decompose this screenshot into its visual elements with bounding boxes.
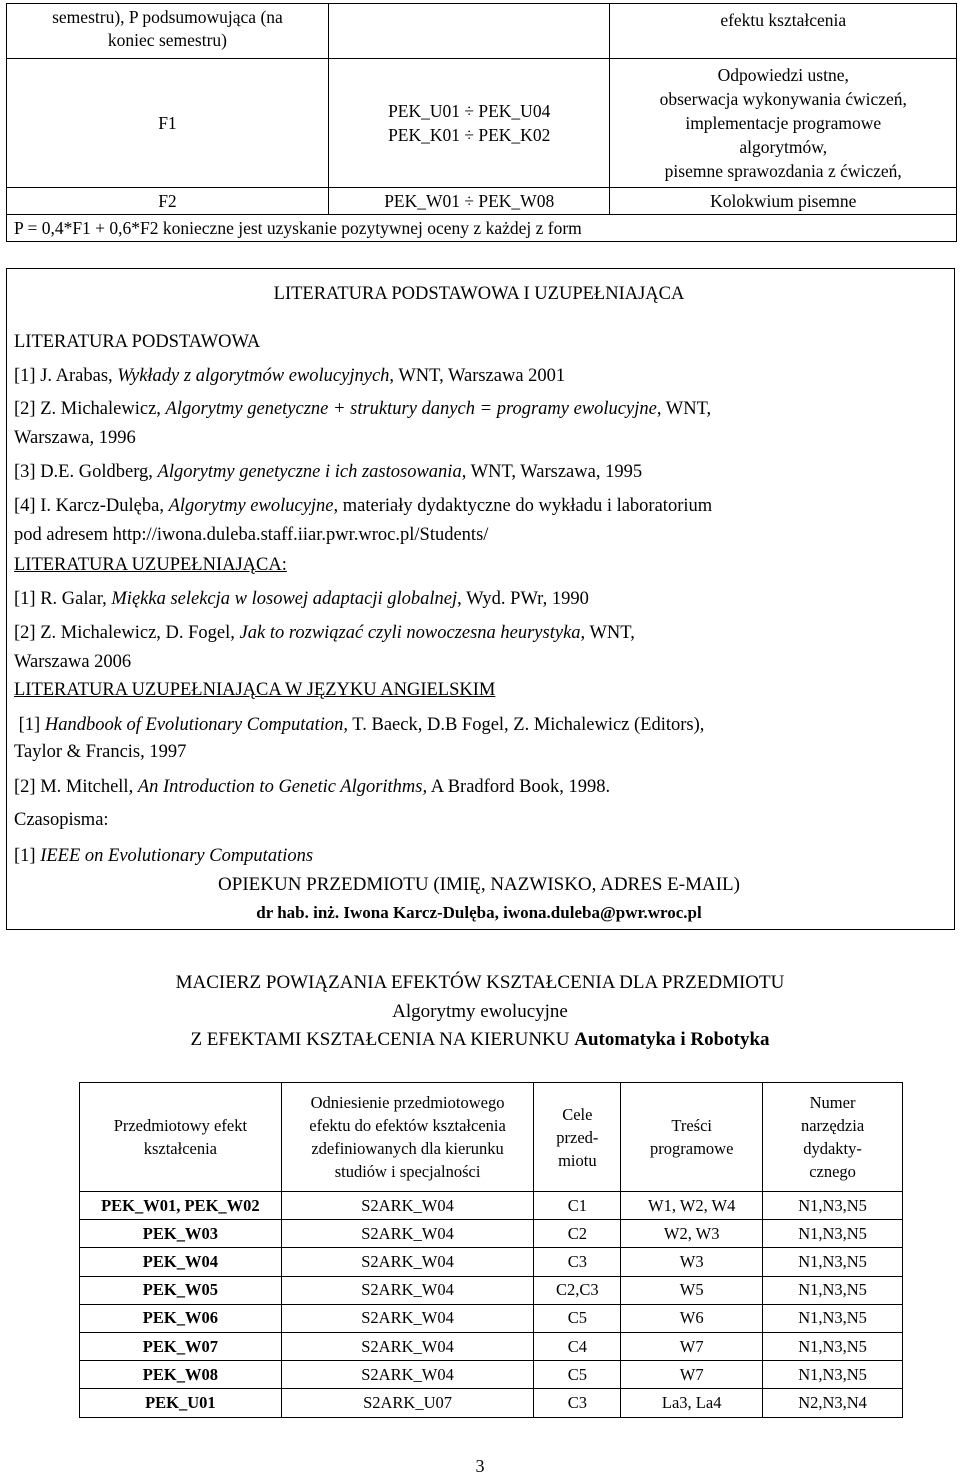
effect-cell: PEK_W01, PEK_W02 [80,1192,282,1220]
assessment-type-text: semestru), P podsumowująca (na koniec semestru) [52,7,283,50]
matrix-title-course: Algorytmy ewolucyjne [392,1001,568,1022]
header-line: zdefiniowanych dla kierunku [311,1139,504,1158]
grade-f1: F1 [7,59,329,188]
method-f2: Kolokwium pisemne [610,188,957,215]
content-cell: W2, W3 [621,1220,763,1248]
content-cell: La3, La4 [621,1389,763,1417]
ref-author: [2] Z. Michalewicz, [14,399,166,419]
goals-cell: C4 [534,1332,621,1360]
basic-literature-heading: LITERATURA PODSTAWOWA [14,332,261,352]
header-line: narzędzia [800,1116,865,1135]
ref-author: [1] R. Galar, [14,589,112,609]
method-f1-line-5: pisemne sprawozdania z ćwiczeń, [664,161,902,181]
content-cell: W1, W2, W4 [621,1192,763,1220]
eng-ref-2 [14,774,944,800]
header-line: Przedmiotowy efekt [113,1116,248,1135]
ref-publisher: , WNT, [656,399,712,419]
reference-cell: S2ARK_W04 [281,1304,534,1332]
eng-ref-1 [14,712,944,738]
ref-publisher: , WNT, [580,623,635,643]
header-course-goals [534,1083,621,1192]
effects-f1-line-1: PEK_U01 ÷ PEK_U04 [388,101,551,121]
content-cell: W7 [621,1361,763,1389]
supp-ref-1 [14,586,944,612]
table-row [80,1276,903,1304]
basic-ref-3 [14,459,944,485]
header-line: Numer [809,1093,856,1112]
ref-publisher: , Wyd. PWr, 1990 [457,589,589,609]
goals-cell: C3 [534,1248,621,1276]
matrix-title-prefix: Z EFEKTAMI KSZTAŁCENIA NA KIERUNKU [190,1029,575,1050]
ref-title: An Introduction to Genetic Algorithms, [137,777,428,797]
header-teaching-tool [763,1083,903,1192]
matrix-title-line-1: MACIERZ POWIĄZANIA EFEKTÓW KSZTAŁCENIA DLA PRZEDMIOTU [175,972,785,993]
table-row [80,1389,903,1417]
tool-cell: N2,N3,N4 [763,1389,903,1417]
method-f1-line-3: implementacje programowe [685,113,882,133]
tool-cell: N1,N3,N5 [763,1304,903,1332]
reference-cell: S2ARK_W04 [281,1248,534,1276]
tool-cell: N1,N3,N5 [763,1276,903,1304]
page-number: 3 [475,1456,485,1476]
header-course-effect [80,1083,282,1192]
header-program-reference [281,1083,534,1192]
ref-title: Algorytmy ewolucyjne [168,496,334,516]
goals-cell: C1 [534,1192,621,1220]
effect-cell: PEK_W04 [80,1248,282,1276]
header-line: kształcenia [143,1139,218,1158]
method-f1 [610,59,957,188]
effect-cell: PEK_W03 [80,1220,282,1248]
table-row [80,1248,903,1276]
eng-ref-1-cont: Taylor & Francis, 1997 [14,742,187,762]
ref-author: [3] D.E. Goldberg, [14,462,158,482]
supplementary-literature-heading: LITERATURA UZUPEŁNIAJĄCA: [14,555,287,575]
content-cell: W5 [621,1276,763,1304]
ref-publisher: A Bradford Book, 1998. [427,777,611,797]
effects-f2: PEK_W01 ÷ PEK_W08 [328,188,610,215]
matrix-title-program: Automatyka i Robotyka [574,1029,770,1050]
header-line: studiów i specjalności [334,1162,481,1181]
supervisor-details: dr hab. inż. Iwona Karcz-Dulęba, iwona.duleba@pwr.wroc.pl [256,903,702,922]
literature-box [6,268,955,930]
tool-cell: N1,N3,N5 [763,1361,903,1389]
ref-number: [1] [14,715,45,735]
table-row [80,1304,903,1332]
effect-cell: PEK_U01 [80,1389,282,1417]
ref-title: IEEE on Evolutionary Computations [40,846,314,866]
tool-cell: N1,N3,N5 [763,1192,903,1220]
content-cell: W6 [621,1304,763,1332]
ref-author: [2] Z. Michalewicz, D. Fogel, [14,623,240,643]
tool-cell: N1,N3,N5 [763,1332,903,1360]
content-cell: W7 [621,1332,763,1360]
basic-ref-4-cont: pod adresem http://iwona.duleba.staff.iiar.pwr.wroc.pl/Students/ [14,525,489,545]
table-row [80,1192,903,1220]
header-line: Odniesienie przedmiotowego [310,1093,505,1112]
assessment-row-0 [7,4,957,59]
header-line: Cele [562,1104,593,1124]
content-cell: W3 [621,1248,763,1276]
effect-cell: PEK_W06 [80,1304,282,1332]
reference-cell: S2ARK_W04 [281,1332,534,1360]
effects-f1 [328,59,610,188]
ref-title: Wykłady z algorytmów ewolucyjnych [117,366,390,386]
ref-title: Jak to rozwiązać czyli nowoczesna heurystyka [239,623,581,643]
header-line: miotu [558,1150,597,1170]
goals-cell: C2 [534,1220,621,1248]
reference-cell: S2ARK_W04 [281,1192,534,1220]
table-row [80,1332,903,1360]
header-line: przed- [556,1127,599,1147]
assessment-effect-text: efektu kształcenia [720,10,847,30]
reference-cell: S2ARK_W04 [281,1220,534,1248]
supp-ref-2-cont: Warszawa 2006 [14,652,132,672]
tool-cell: N1,N3,N5 [763,1248,903,1276]
ref-publisher: , materiały dydaktyczne do wykładu i laboratorium [333,496,713,516]
assessment-type-cell [7,4,329,59]
assessment-row-f2 [7,188,957,215]
ref-author: [2] M. Mitchell, [14,777,138,797]
assessment-empty-cell [328,4,610,59]
effect-cell: PEK_W08 [80,1361,282,1389]
ref-title: Miękka selekcja w losowej adaptacji globalnej [111,589,458,609]
table-row [80,1361,903,1389]
basic-ref-2 [14,396,944,422]
supervisor-heading: OPIEKUN PRZEDMIOTU (IMIĘ, NAZWISKO, ADRES E-MAIL) [218,874,740,895]
final-grade-formula: P = 0,4*F1 + 0,6*F2 konieczne jest uzyskanie pozytywnej oceny z każdej z form [7,215,957,242]
ref-publisher: , WNT, Warszawa, 1995 [461,462,643,482]
journal-ref-1 [14,843,944,869]
matrix-table [79,1082,903,1418]
matrix-header-row [80,1083,903,1192]
basic-ref-1 [14,363,944,389]
effect-cell: PEK_W05 [80,1276,282,1304]
header-line: programowe [650,1139,734,1158]
header-line: dydakty- [803,1139,862,1158]
assessment-effect-cell [610,4,957,59]
goals-cell: C5 [534,1304,621,1332]
supp-ref-2 [14,620,944,646]
ref-authors: T. Baeck, D.B Fogel, Z. Michalewicz (Editors), [348,715,705,735]
assessment-row-formula [7,215,957,242]
literature-heading: LITERATURA PODSTAWOWA I UZUPEŁNIAJĄCA [273,284,685,304]
method-f1-line-4: algorytmów, [739,137,828,157]
grade-f2: F2 [7,188,329,215]
table-row [80,1220,903,1248]
reference-cell: S2ARK_U07 [281,1389,534,1417]
effects-f1-line-2: PEK_K01 ÷ PEK_K02 [388,125,551,145]
header-line: cznego [809,1162,856,1181]
reference-cell: S2ARK_W04 [281,1361,534,1389]
header-line: efektu do efektów kształcenia [309,1116,506,1135]
ref-title: Algorytmy genetyczne i ich zastosowania [157,462,462,482]
journals-label: Czasopisma: [14,810,109,830]
ref-publisher: , WNT, Warszawa 2001 [389,366,566,386]
tool-cell: N1,N3,N5 [763,1220,903,1248]
ref-title: Handbook of Evolutionary Computation, [44,715,349,735]
goals-cell: C2,C3 [534,1276,621,1304]
effect-cell: PEK_W07 [80,1332,282,1360]
goals-cell: C3 [534,1389,621,1417]
ref-number: [1] [14,846,41,866]
method-f1-line-1: Odpowiedzi ustne, [717,65,849,85]
basic-ref-2-cont: Warszawa, 1996 [14,428,136,448]
ref-author: [1] J. Arabas, [14,366,118,386]
header-line: Treści [671,1116,713,1135]
assessment-row-f1 [7,59,957,188]
assessment-table [6,3,957,242]
english-literature-heading: LITERATURA UZUPEŁNIAJĄCA W JĘZYKU ANGIELSKIM [14,680,496,700]
reference-cell: S2ARK_W04 [281,1276,534,1304]
matrix-title-line-3 [0,1026,960,1054]
basic-ref-4 [14,493,944,519]
method-f1-line-2: obserwacja wykonywania ćwiczeń, [659,89,907,109]
header-program-content [621,1083,763,1192]
goals-cell: C5 [534,1361,621,1389]
ref-title: Algorytmy genetyczne + struktury danych = programy ewolucyjne [165,399,657,419]
ref-author: [4] I. Karcz-Dulęba, [14,496,169,516]
